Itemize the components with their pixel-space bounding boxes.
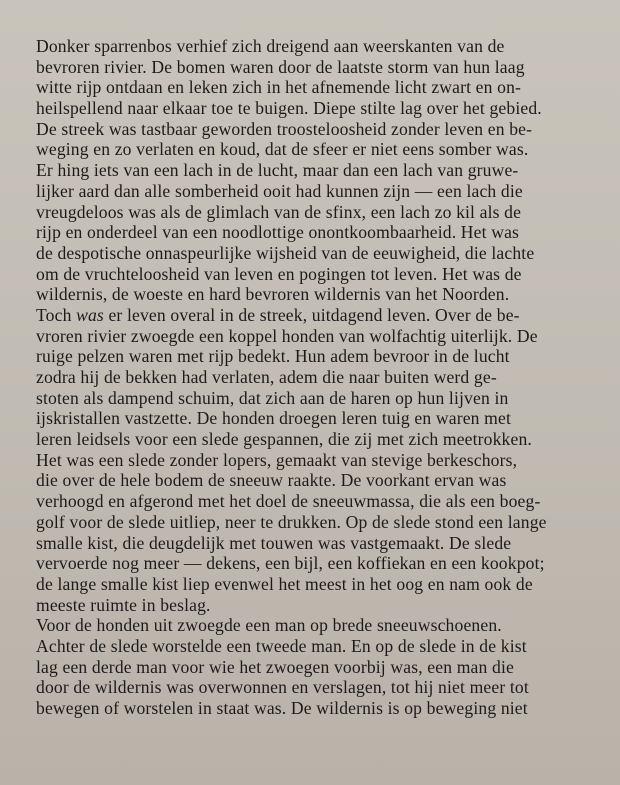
- text-line: De streek was tastbaar geworden troosteloosheid zonder leven en be-: [36, 118, 533, 139]
- text-line: Donker sparrenbos verhief zich dreigend aan weerskanten van de: [36, 36, 505, 56]
- text-line: smalle kist, die deugdelijk met touwen was vastgemaakt. De slede: [36, 532, 512, 553]
- text-line: lijker aard dan alle somberheid ooit had kunnen zijn — een lach die: [36, 180, 523, 201]
- emphasized-word: was: [76, 304, 104, 325]
- text-line: vervoerde nog meer — dekens, een bijl, een koffiekan en een kookpot;: [36, 553, 545, 574]
- body-text: [36, 36, 614, 719]
- text-line: Voor de honden uit zwoegde een man op brede sneeuwschoenen.: [36, 615, 502, 636]
- text-line: leren leidsels voor een slede gespannen, die zij met zich meetrokken.: [36, 429, 532, 450]
- text-line: golf voor de slede uitliep, neer te drukken. Op de slede stond een lange: [36, 511, 547, 532]
- text-line: Het was een slede zonder lopers, gemaakt van stevige berkeschors,: [36, 449, 518, 470]
- text-line: verhoogd en afgerond met het doel de sneeuwmassa, die als een boeg-: [36, 491, 541, 512]
- text-segment: er leven overal in de streek, uitdagend leven. Over de be-: [103, 304, 520, 325]
- text-line: weging en zo verlaten en koud, dat de sfeer er niet eens somber was.: [36, 139, 529, 160]
- text-line: witte rijp ontdaan en leken zich in het afnemende licht zwart en on-: [36, 77, 522, 98]
- text-segment: Toch: [36, 304, 77, 325]
- text-line: de despotische onnaspeurlijke wijsheid van de eeuwigheid, die lachte: [36, 242, 535, 263]
- text-line: bevroren rivier. De bomen waren door de laatste storm van hun laag: [36, 56, 525, 77]
- text-line: vreugdeloos was als de glimlach van de sfinx, een lach zo kil als de: [36, 201, 522, 222]
- text-line: bewegen of worstelen in staat was. De wildernis is op beweging niet: [36, 698, 528, 718]
- text-line: Er hing iets van een lach in de lucht, maar dan een lach van gruwe-: [36, 160, 519, 181]
- text-line: meeste ruimte in beslag.: [36, 594, 211, 615]
- text-line: door de wildernis was overwonnen en verslagen, tot hij niet meer tot: [36, 677, 529, 698]
- text-line: die over de hele bodem de sneeuw raakte. De voorkant ervan was: [36, 470, 507, 491]
- text-line: de lange smalle kist liep evenwel het meest in het oog en nam ook de: [36, 573, 533, 594]
- text-line: zodra hij de bekken had verlaten, adem die naar buiten werd ge-: [36, 367, 497, 387]
- text-line: heilspellend naar elkaar toe te buigen. Diepe stilte lag over het gebied.: [36, 98, 542, 119]
- text-line: vroren rivier zwoegde een koppel honden van wolfachtig uiterlijk. De: [36, 325, 538, 346]
- text-line: [36, 305, 614, 326]
- text-line: om de vruchteloosheid van leven en pogingen tot leven. Het was de: [36, 263, 522, 284]
- text-line: ijskristallen vastzette. De honden droegen leren tuig en waren met: [36, 408, 511, 429]
- text-line: stoten als dampend schuim, dat zich aan de haren op hun lijven in: [36, 387, 509, 408]
- text-line: lag een derde man voor wie het zwoegen voorbij was, een man die: [36, 656, 514, 677]
- text-line: ruige pelzen waren met rijp bedekt. Hun adem bevroor in de lucht: [36, 346, 510, 367]
- text-line: rijp en onderdeel van een noodlottige onontkoombaarheid. Het was: [36, 222, 520, 243]
- text-line: Achter de slede worstelde een tweede man. En op de slede in de kist: [36, 635, 527, 656]
- text-line: wildernis, de woeste en hard bevroren wildernis van het Noorden.: [36, 284, 510, 305]
